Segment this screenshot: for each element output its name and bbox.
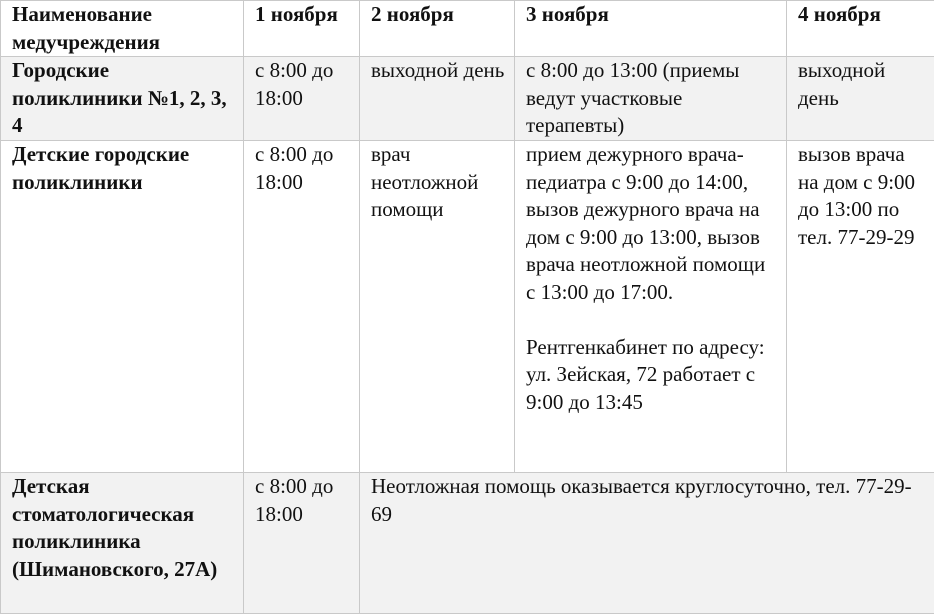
cell-nov-3: с 8:00 до 13:00 (приемы ведут участковые терапевты) xyxy=(515,57,787,141)
header-nov-1: 1 ноября xyxy=(244,1,360,57)
cell-paragraph: Рентгенкабинет по адресу: ул. Зейская, 72 работает с 9:00 до 13:45 xyxy=(526,334,778,417)
table-row xyxy=(1,57,934,141)
header-nov-4: 4 ноября xyxy=(787,1,934,57)
cell-paragraph: прием дежурного врача-педиатра с 9:00 до 14:00, вызов дежурного врача на дом с 9:00 до 13:00, вызов врача неотложной помощи с 13:00 до 17:00. xyxy=(526,141,778,306)
cell-nov-2: врач неотложной помощи xyxy=(360,141,515,473)
cell-nov-4: вызов врача на дом с 9:00 до 13:00 по тел. 77-29-29 xyxy=(787,141,934,473)
cell-nov-1: с 8:00 до 18:00 xyxy=(244,141,360,473)
institution-name: Детская стоматологическая поликлиника (Шимановского, 27А) xyxy=(1,473,244,614)
institution-name: Детские городские поликлиники xyxy=(1,141,244,473)
institution-name: Городские поликлиники №1, 2, 3, 4 xyxy=(1,57,244,141)
cell-nov-1: с 8:00 до 18:00 xyxy=(244,473,360,614)
cell-nov-4: выходной день xyxy=(787,57,934,141)
header-row xyxy=(1,1,934,57)
header-nov-2: 2 ноября xyxy=(360,1,515,57)
table-row xyxy=(1,473,934,614)
table-row xyxy=(1,141,934,473)
cell-nov-2: выходной день xyxy=(360,57,515,141)
cell-nov-1: с 8:00 до 18:00 xyxy=(244,57,360,141)
header-institution: Наименование медучреждения xyxy=(1,1,244,57)
cell-nov-2-4-merged: Неотложная помощь оказывается круглосуточно, тел. 77-29-69 xyxy=(360,473,934,614)
cell-nov-3 xyxy=(515,141,787,473)
header-nov-3: 3 ноября xyxy=(515,1,787,57)
